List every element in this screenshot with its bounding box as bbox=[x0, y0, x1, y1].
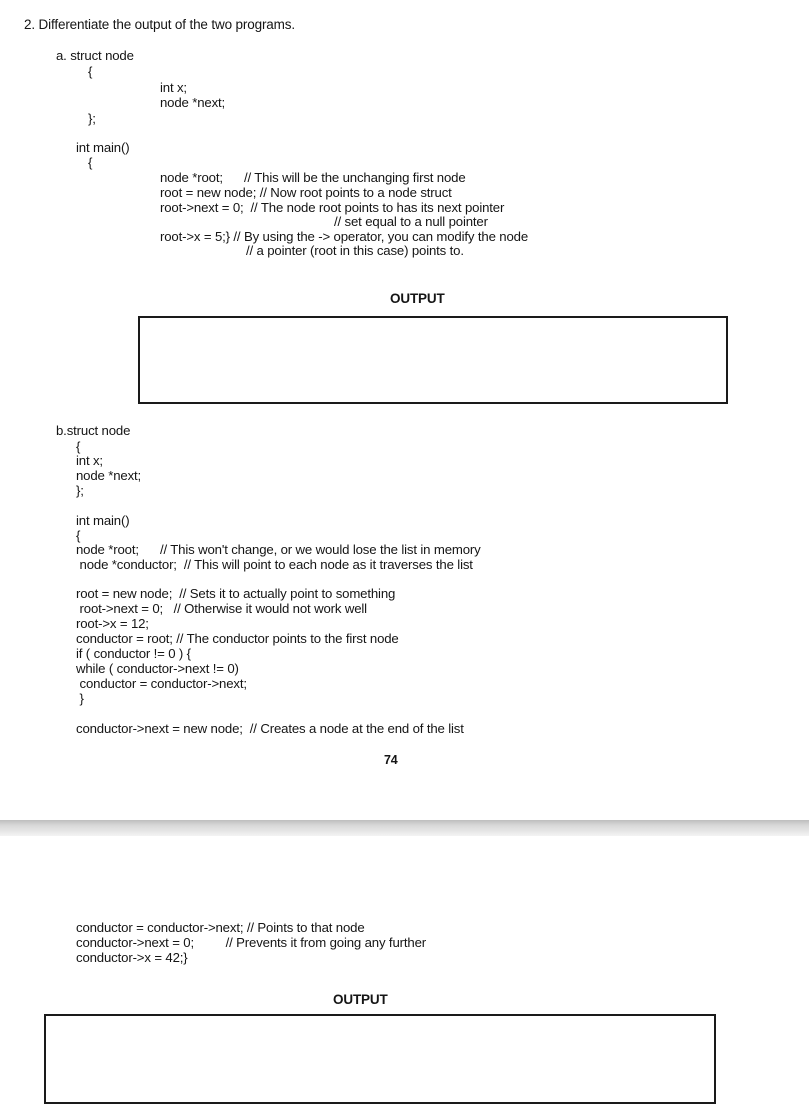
code-line: node *root; // This will be the unchanging first node bbox=[160, 170, 466, 185]
code-line: { bbox=[76, 528, 81, 543]
code-line: root->next = 0; // The node root points to has its next pointer bbox=[160, 200, 505, 215]
code-line: conductor->next = new node; // Creates a node at the end of the list bbox=[76, 721, 464, 736]
output-box-a[interactable] bbox=[138, 316, 728, 404]
code-line: { bbox=[88, 64, 93, 79]
code-line: conductor = root; // The conductor points to the first node bbox=[76, 631, 399, 646]
code-line: } bbox=[76, 691, 84, 706]
code-line: root = new node; // Sets it to actually point to something bbox=[76, 586, 396, 601]
output-box-b[interactable] bbox=[44, 1014, 716, 1104]
code-line: node *conductor; // This will point to each node as it traverses the list bbox=[76, 557, 473, 572]
code-line: root->x = 12; bbox=[76, 616, 149, 631]
code-line: conductor = conductor->next; bbox=[76, 676, 247, 691]
part-a-header: a. struct node bbox=[56, 48, 134, 63]
output-label-b: OUTPUT bbox=[333, 992, 388, 1007]
code-line: // a pointer (root in this case) points to. bbox=[246, 243, 464, 258]
code-line: conductor->x = 42;} bbox=[76, 950, 188, 965]
code-line: root->next = 0; // Otherwise it would not work well bbox=[76, 601, 367, 616]
code-line: conductor = conductor->next; // Points to that node bbox=[76, 920, 365, 935]
code-line: }; bbox=[76, 483, 84, 498]
code-line: }; bbox=[88, 111, 96, 126]
code-line: int main() bbox=[76, 513, 130, 528]
code-line: // set equal to a null pointer bbox=[334, 214, 488, 229]
code-line: { bbox=[88, 155, 93, 170]
document-page-2 bbox=[0, 836, 809, 1118]
code-line: int main() bbox=[76, 140, 130, 155]
code-line: conductor->next = 0; // Prevents it from going any further bbox=[76, 935, 427, 950]
code-line: root->x = 5;} // By using the -> operator, you can modify the node bbox=[160, 229, 529, 244]
part-b-header: b.struct node bbox=[56, 423, 131, 438]
code-line: node *next; bbox=[160, 95, 226, 110]
code-line: node *next; bbox=[76, 468, 142, 483]
code-line: while ( conductor->next != 0) bbox=[76, 661, 239, 676]
code-line: root = new node; // Now root points to a node struct bbox=[160, 185, 452, 200]
question-heading: 2. Differentiate the output of the two programs. bbox=[24, 17, 295, 32]
page-break-separator bbox=[0, 820, 809, 836]
code-line: if ( conductor != 0 ) { bbox=[76, 646, 191, 661]
code-line: { bbox=[76, 439, 81, 454]
code-line: int x; bbox=[76, 453, 103, 468]
output-label-a: OUTPUT bbox=[390, 291, 445, 306]
code-line: node *root; // This won't change, or we would lose the list in memory bbox=[76, 542, 481, 557]
page-number: 74 bbox=[384, 753, 398, 767]
code-line: int x; bbox=[160, 80, 187, 95]
